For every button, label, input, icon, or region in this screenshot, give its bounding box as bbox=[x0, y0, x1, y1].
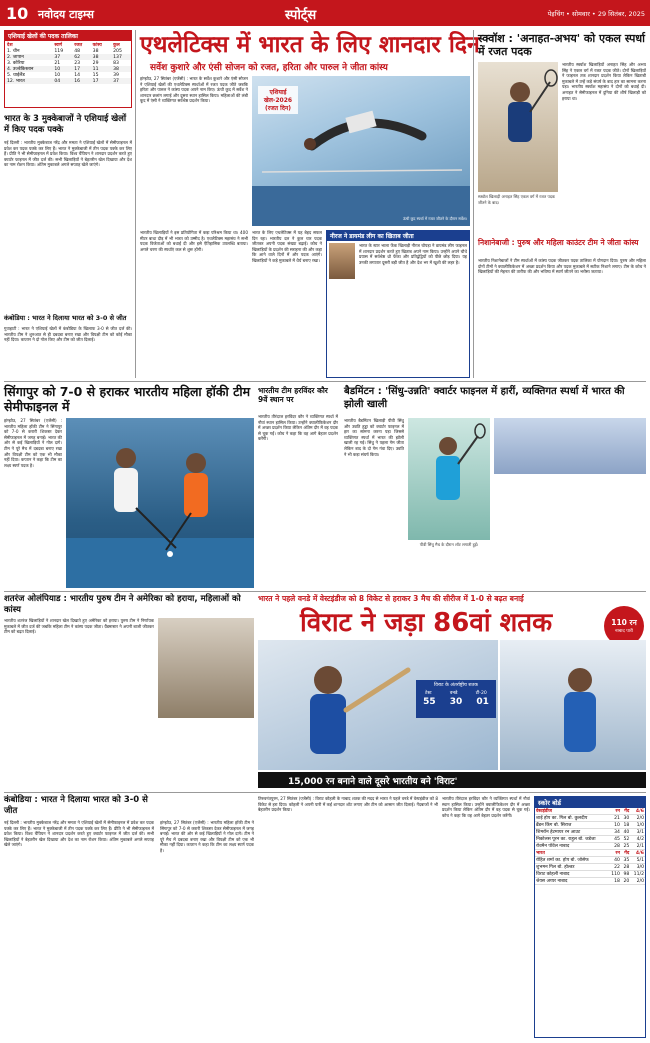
medal-table-cell: 39 bbox=[113, 72, 119, 78]
century-badge-sub: नाबाद पारी bbox=[615, 629, 633, 634]
scorecard-cell: 30 bbox=[621, 815, 630, 822]
medal-table-cell: 16 bbox=[72, 78, 90, 84]
medal-table-cell: 5. थाईलैंड bbox=[7, 73, 25, 78]
scorecard-row bbox=[535, 878, 645, 885]
scorecard-cell: 2/0 bbox=[630, 815, 645, 822]
medal-table-cell: 1. चीन bbox=[7, 49, 20, 54]
medal-table-header: स्वर्ण bbox=[54, 43, 63, 48]
scorecard-cell: 20 bbox=[621, 878, 630, 885]
page-number: 10 bbox=[6, 4, 29, 23]
scorecard-cell: 3/1 bbox=[630, 829, 645, 836]
cricket-headline: विराट ने जड़ा 86वां शतक bbox=[300, 608, 553, 638]
scorecard-cell: 1/0 bbox=[630, 822, 645, 829]
scorecard-cell: 34 bbox=[608, 829, 621, 836]
date-line: पेइचिंग • सोमवार • 29 सितंबर, 2025 bbox=[547, 10, 645, 18]
scorecard-cell: शुभमन गिल बो. होल्डर bbox=[535, 864, 608, 871]
century-format-value: 30 bbox=[449, 697, 463, 707]
medal-table-cell: 205 bbox=[113, 48, 122, 54]
scorecard-cell: रन bbox=[608, 808, 621, 815]
scorecard-row bbox=[535, 815, 645, 822]
main-headline: एथलेटिक्स में भारत के लिए शानदार दिन bbox=[140, 32, 480, 58]
javelin-title: नीरज ने डायमंड लीग का खिताब जीता bbox=[327, 231, 469, 241]
medal-table-cell: 29 bbox=[92, 60, 99, 66]
medal-table-cell: 62 bbox=[72, 54, 90, 60]
scorecard-row bbox=[535, 850, 645, 857]
scorecard-cell: गेंद bbox=[621, 850, 630, 857]
squash-photo bbox=[478, 62, 558, 192]
scorecard-cell: 21 bbox=[608, 815, 621, 822]
medal-table bbox=[5, 42, 131, 84]
kabaddi-headline: भारतीय टीम हरविंदर कौर 9वें स्थान पर bbox=[258, 386, 328, 404]
bottom-col2: हांग्झोउ, 27 सितंबर (एजेंसी) : भारतीय महिला हॉकी टीम ने सिंगापुर को 7-0 से करारी शिकस्त देकर सेमीफाइनल में जगह बनाई। भारत की ओर से कई खिलाड़ियों ने गोल दागे। टीम ने पूरे मैच में दबदबा बनाए रखा और विपक्षी टीम को एक भी मौका नहीं दिया। कप्तान ने कहा कि टीम का लक्ष्य स्वर्ण पदक है। bbox=[160, 820, 254, 853]
cricket-subline: 15,000 रन बनाने वाले दूसरे भारतीय बने 'विराट' bbox=[288, 777, 458, 787]
main-col1: हांग्झोउ, 27 सितंबर (एजेंसी) : भारत के सर्वेश कुशारे और एंसी सोजन ने एशियाई खेलों की एथलेटिक्स स्पर्धाओं में रजत पदक जीते जबकि हरिता और पारुल ने कांस्य पदक अपने नाम किए। ऊंची कूद में सर्वेश ने शानदार छलांग लगाई और दूसरा स्थान हासिल किया। महिलाओं की लंबी कूद में एंसी ने व्यक्तिगत सर्वश्रेष्ठ प्रदर्शन किया। bbox=[140, 76, 248, 104]
medal-table-cell: 04 bbox=[52, 78, 72, 84]
scorecard-cell: 2/0 bbox=[630, 878, 645, 885]
masthead bbox=[0, 0, 650, 26]
scorecard-cell: 25 bbox=[621, 843, 630, 850]
scorecard-row bbox=[535, 864, 645, 871]
medal-table-cell: 137 bbox=[111, 54, 131, 60]
scorecard-cell: विराट कोहली नाबाद bbox=[535, 871, 608, 878]
bottom-col4: भारतीय तीरंदाज हरविंदर कौर ने व्यक्तिगत स्पर्धा में नौवां स्थान हासिल किया। उन्होंने क्वालीफिकेशन दौर में अच्छा प्रदर्शन किया लेकिन अंतिम दौर में वह पदक से चूक गईं। कोच ने कहा कि वह आगे बेहतर प्रदर्शन करेंगी। bbox=[442, 796, 530, 818]
medal-table-cell: 15 bbox=[92, 72, 99, 78]
javelin-box bbox=[326, 230, 470, 378]
medal-table-box bbox=[4, 30, 132, 108]
scorecard-cell: शिमरॉन हेटमायर रन आउट bbox=[535, 829, 608, 836]
story-left1-body: नई दिल्ली : भारतीय मुक्केबाज नरेंद्र और ममता ने एशियाई खेलों में सेमीफाइनल में प्रवेश कर पदक पक्के कर लिए हैं। भारत ने मुक्केबाजी में तीन पदक पक्के कर लिए हैं। प्रीति ने भी सेमीफाइनल में प्रवेश किया। विश्व चैंपियन ने शानदार प्रदर्शन करते हुए क्वार्टर फाइनल में जीत दर्ज की। सभी खिलाड़ियों ने बेहतरीन खेल दिखाया और देश का नाम रोशन किया। अंतिम मुकाबले अगले सप्ताह खेले जाएंगे। bbox=[4, 140, 132, 168]
scorecard-cell: 18 bbox=[621, 822, 630, 829]
badminton-headline: बैडमिंटन : 'सिंधु-उन्नति' क्वार्टर फाइनल में हारीं, व्यक्तिगत स्पर्धा में भारत की झोली खाली bbox=[344, 386, 625, 410]
medal-table-cell: 37 bbox=[111, 78, 131, 84]
medal-table-cell: 119 bbox=[54, 48, 64, 54]
story-left2-headline: कंबोडिया : भारत ने दिलाया भारत को 3-0 से जीत bbox=[4, 314, 127, 322]
medal-table-cell: 83 bbox=[113, 60, 119, 66]
squash-headline: स्क्वॉश : 'अनाहत-अभय' को एकल स्पर्धा में रजत पदक bbox=[478, 32, 645, 58]
scorecard-cell: 4/2 bbox=[630, 836, 645, 843]
scorecard-cell: 35 bbox=[621, 857, 630, 864]
main-subhead: सर्वेश कुशारे और एंसी सोजन को रजत, हरिता और पारुल ने जीता कांस्य bbox=[150, 63, 388, 73]
chess-photo bbox=[158, 618, 254, 718]
scorecard-cell: श्रेयस अय्यर नाबाद bbox=[535, 878, 608, 885]
badminton-body: भारतीय बैडमिंटन खिलाड़ी पीवी सिंधु और उन्नति हुड्डा को क्वार्टर फाइनल में हार का सामना करना पड़ा जिससे व्यक्तिगत स्पर्धा में भारत की झोली खाली रह गई। सिंधु ने पहला गेम जीता लेकिन बाद के दो गेम गंवा दिए। उन्नति ने भी कड़ा संघर्ष किया। bbox=[344, 418, 404, 457]
medal-table-cell: 10 bbox=[54, 72, 61, 78]
gill-photo bbox=[500, 640, 646, 770]
scorecard-cell: रोवमैन पॉवेल नाबाद bbox=[535, 843, 608, 850]
scorecard-cell: 2/1 bbox=[630, 843, 645, 850]
scorecard-cell: रोहित शर्मा का. होप बो. जोसेफ bbox=[535, 857, 608, 864]
scorecard-cell: गेंद bbox=[621, 808, 630, 815]
medal-table-cell: 3. कोरिया bbox=[7, 61, 25, 66]
medal-table-header: देश bbox=[7, 43, 13, 48]
scorecard-cell: 110 bbox=[608, 871, 621, 878]
story-left2-body: गुवाहाटी : भारत ने एशियाई खेलों में कंबोडिया के खिलाफ 3-0 से जीत दर्ज की। भारतीय टीम ने शुरुआत से ही दबदबा बनाए रखा और विपक्षी टीम को कोई मौका नहीं दिया। कप्तान ने दो गोल किए और टीम को जीत दिलाई। bbox=[4, 326, 132, 343]
scorecard bbox=[534, 796, 646, 1038]
century-format-label: टी-20 bbox=[475, 691, 487, 696]
scorecard-row bbox=[535, 836, 645, 843]
scorecard-cell: 3/0 bbox=[630, 864, 645, 871]
medal-table-cell: 10 bbox=[52, 66, 72, 72]
scorecard-cell: शाई होप का. गिल बो. कुलदीप bbox=[535, 815, 608, 822]
javelin-photo bbox=[329, 243, 355, 279]
shooting-body: भारतीय निशानेबाजों ने टीम स्पर्धाओं में कांस्य पदक जीतकर पदक तालिका में योगदान दिया। पुरुष और महिला दोनों टीमों ने क्वालीफिकेशन में अच्छा प्रदर्शन किया और पदक मुकाबले में सटीक निशाने लगाए। टीम के कोच ने खिलाड़ियों की मेहनत की तारीफ की और भविष्य में स्वर्ण जीतने का भरोसा जताया। bbox=[478, 258, 646, 275]
century-format-value: 55 bbox=[423, 697, 436, 707]
kabaddi-body: भारतीय तीरंदाज हरविंदर कौर ने व्यक्तिगत स्पर्धा में नौवां स्थान हासिल किया। उन्होंने क्वालीफिकेशन दौर में अच्छा प्रदर्शन किया लेकिन अंतिम दौर में वह पदक से चूक गईं। कोच ने कहा कि वह आगे बेहतर प्रदर्शन करेंगी। bbox=[258, 414, 338, 442]
century-format-label: वनडे bbox=[449, 691, 458, 696]
bottom-col3: तिरुवनंतपुरम, 27 सितंबर (एजेंसी) : विराट कोहली के नाबाद शतक की मदद से भारत ने पहले वनडे में वेस्टइंडीज को 8 विकेट से हरा दिया। कोहली ने अपनी पारी में कई शानदार शॉट लगाए और टीम को आसान जीत दिलाई। गेंदबाजों ने भी बेहतरीन प्रदर्शन किया। bbox=[258, 796, 438, 813]
event-badge: एशियाई खेल-2026 (रजत दिन) bbox=[258, 86, 298, 114]
medal-table-cell: 4. उज्बेकिस्तान bbox=[5, 66, 52, 72]
main-col2: भारत के लिए एथलेटिक्स में यह बेहद सफल दिन रहा। भारतीय दल ने कुल चार पदक जीतकर अपनी पदक संख्या बढ़ाई। कोच ने खिलाड़ियों के प्रदर्शन की सराहना की और कहा कि आने वाले दिनों में और पदक आएंगे। खिलाड़ियों ने कड़े मुकाबले में धैर्य बनाए रखा। bbox=[252, 230, 322, 263]
medal-table-cell: 14 bbox=[74, 72, 81, 78]
scorecard-cell: 18 bbox=[608, 878, 621, 885]
shooting-headline: निशानेबाजी : पुरुष और महिला काउंटर टीम ने जीता कांस्य bbox=[478, 238, 639, 247]
scorecard-row bbox=[535, 829, 645, 836]
hockey-photo bbox=[66, 418, 254, 588]
scorecard-cell: 4/6 bbox=[630, 808, 645, 815]
medal-table-cell: 38 bbox=[111, 66, 131, 72]
hockey-body: हांग्झोउ, 27 सितंबर (एजेंसी) : भारतीय महिला हॉकी टीम ने सिंगापुर को 7-0 से करारी शिकस्त देकर सेमीफाइनल में जगह बनाई। भारत की ओर से कई खिलाड़ियों ने गोल दागे। टीम ने पूरे मैच में दबदबा बनाए रखा और विपक्षी टीम को एक भी मौका नहीं दिया। कप्तान ने कहा कि टीम का लक्ष्य स्वर्ण पदक है। bbox=[4, 418, 62, 468]
scorecard-cell: 11/2 bbox=[630, 871, 645, 878]
scorecard-row bbox=[535, 822, 645, 829]
century-badge-runs: 110 रन bbox=[611, 618, 637, 627]
high-jump-photo bbox=[252, 76, 470, 226]
medal-table-cell: 23 bbox=[74, 60, 81, 66]
cricket-strap bbox=[258, 594, 646, 608]
badminton-photo bbox=[408, 418, 490, 540]
scorecard-cell: 28 bbox=[621, 864, 630, 871]
cricket-subline-bar bbox=[258, 772, 646, 788]
scorecard-cell: भारत bbox=[535, 850, 608, 857]
under19-headline-text: कंबोडिया : भारत ने दिलाया भारत को 3-0 से जीत bbox=[4, 795, 148, 816]
medal-table-header: कांस्य bbox=[92, 43, 102, 48]
century-format-value: 01 bbox=[476, 697, 489, 707]
medal-table-cell: 2. जापान bbox=[5, 54, 52, 60]
section-label: स्पोर्ट्स bbox=[285, 8, 317, 23]
medal-table-cell: 21 bbox=[54, 60, 61, 66]
squash-caption: स्क्वॉश खिलाड़ी अनाहत सिंह एकल वर्ग में रजत पदक जीतने के बाद। bbox=[478, 194, 555, 205]
cricket-strap-text: भारत ने पहले वनडे में वेस्टइंडीज को 8 विकेट से हराकर 3 मैच की सीरीज में 1-0 से बढ़त बनाई bbox=[258, 594, 524, 603]
story-left1-headline: भारत के 3 मुक्केबाजों ने एशियाई खेलों में किए पदक पक्के bbox=[4, 114, 127, 135]
medal-table-header: रजत bbox=[74, 43, 83, 48]
medal-table-header: कुल bbox=[113, 43, 120, 48]
scorecard-cell: वेस्टइंडीज bbox=[535, 808, 608, 815]
chess-body: भारतीय शतरंज खिलाड़ियों ने शानदार खेल दिखाते हुए अमेरिका को हराया। पुरुष टीम ने निर्णायक मुकाबले में जीत दर्ज की जबकि महिला टीम ने कांस्य पदक जीता। ग्रैंडमास्टर ने अपनी बाजी जीतकर टीम को बढ़त दिलाई। bbox=[4, 618, 154, 635]
scorecard-cell: 45 bbox=[608, 836, 621, 843]
paper-name: नवोदय टाइम्स bbox=[38, 8, 94, 21]
medal-table-cell: 38 bbox=[92, 48, 99, 54]
scorecard-cell: 5/1 bbox=[630, 857, 645, 864]
javelin-body: भारत के स्टार भाला फेंक खिलाड़ी नीरज चोपड़ा ने डायमंड लीग फाइनल में शानदार प्रदर्शन करते हुए खिताब अपने नाम किया। उन्होंने अपने चौथे प्रयास में सर्वश्रेष्ठ थ्रो फेंका और प्रतिद्वंद्वियों को पीछे छोड़ दिया। यह उनकी लगातार दूसरी बड़ी जीत है और देश भर में खुशी की लहर है। bbox=[359, 243, 467, 265]
medal-table-title: एशियाई खेलों की पदक तालिका bbox=[5, 31, 131, 41]
hockey-headline: सिंगापुर को 7-0 से हराकर भारतीय महिला हॉकी टीम सेमीफाइनल में bbox=[4, 384, 251, 414]
badminton-caption: पीवी सिंधु मैच के दौरान शॉट लगाती हुईं। bbox=[419, 542, 479, 547]
scorecard-title: स्कोर बोर्ड bbox=[535, 797, 645, 808]
main-col3: भारतीय खिलाड़ियों ने इस प्रतियोगिता में कड़ा परिश्रम किया था। 400 मीटर बाधा दौड़ में भी भारत को उम्मीद है। एथलेटिक्स महासंघ ने सभी पदक विजेताओं को बधाई दी और इसे ऐतिहासिक उपलब्धि बताया। अगले चरण की स्पर्धाएं कल से शुरू होंगी। bbox=[140, 230, 248, 252]
scorecard-cell: रन bbox=[608, 850, 621, 857]
scorecard-cell: ब्रैंडन किंग बो. सिराज bbox=[535, 822, 608, 829]
badminton-photo-2 bbox=[494, 418, 646, 474]
century-scoreboard-title: विराट के अंतर्राष्ट्रीय शतक bbox=[434, 683, 478, 688]
under19-headline bbox=[4, 795, 154, 816]
scorecard-row bbox=[535, 843, 645, 850]
medal-table-cell: 11 bbox=[91, 66, 111, 72]
scorecard-cell: 4/6 bbox=[630, 850, 645, 857]
medal-table-cell: 38 bbox=[91, 54, 111, 60]
scorecard-row bbox=[535, 871, 645, 878]
medal-table-cell: 17 bbox=[91, 78, 111, 84]
scorecard-table bbox=[535, 808, 645, 885]
medal-table-cell: 12. भारत bbox=[5, 78, 52, 84]
medal-table-cell: 48 bbox=[74, 48, 81, 54]
scorecard-row bbox=[535, 857, 645, 864]
scorecard-cell: 28 bbox=[608, 843, 621, 850]
scorecard-cell: 52 bbox=[621, 836, 630, 843]
medal-table-row bbox=[5, 78, 131, 84]
medal-table-cell: 17 bbox=[72, 66, 90, 72]
century-format-label: टेस्ट bbox=[425, 691, 432, 696]
bottom-col1: नई दिल्ली : भारतीय मुक्केबाज नरेंद्र और ममता ने एशियाई खेलों में सेमीफाइनल में प्रवेश कर पदक पक्के कर लिए हैं। भारत ने मुक्केबाजी में तीन पदक पक्के कर लिए हैं। प्रीति ने भी सेमीफाइनल में प्रवेश किया। विश्व चैंपियन ने शानदार प्रदर्शन करते हुए क्वार्टर फाइनल में जीत दर्ज की। सभी खिलाड़ियों ने बेहतरीन खेल दिखाया और देश का नाम रोशन किया। अंतिम मुकाबले अगले सप्ताह खेले जाएंगे। bbox=[4, 820, 154, 848]
squash-body: भारतीय स्क्वॉश खिलाड़ियों अनाहत सिंह और अभय सिंह ने एकल वर्ग में रजत पदक जीते। दोनों खिलाड़ियों ने फाइनल तक शानदार प्रदर्शन किया लेकिन खिताबी मुकाबले में उन्हें कड़े संघर्ष के बाद हार का सामना करना पड़ा। भारतीय स्क्वॉश महासंघ ने दोनों को बधाई दी। अनाहत ने सेमीफाइनल में दुनिया की शीर्ष खिलाड़ी को हराया था। bbox=[562, 62, 646, 101]
scorecard-cell: 98 bbox=[621, 871, 630, 878]
scorecard-cell: 10 bbox=[608, 822, 621, 829]
century-scoreboard bbox=[416, 680, 496, 718]
medal-table-cell: 37 bbox=[52, 54, 72, 60]
scorecard-cell: 40 bbox=[621, 829, 630, 836]
scorecard-cell: 40 bbox=[608, 857, 621, 864]
scorecard-cell: 22 bbox=[608, 864, 621, 871]
scorecard-cell: निकोलस पूरन का. राहुल बो. जडेजा bbox=[535, 836, 608, 843]
high-jump-caption: ऊंची कूद स्पर्धा में रजत जीतने के दौरान सर्वेश। bbox=[402, 216, 467, 221]
chess-headline: शतरंज ओलंपियाड : भारतीय पुरुष टीम ने अमेरिका को हराया, महिलाओं को कांस्य bbox=[4, 594, 241, 615]
